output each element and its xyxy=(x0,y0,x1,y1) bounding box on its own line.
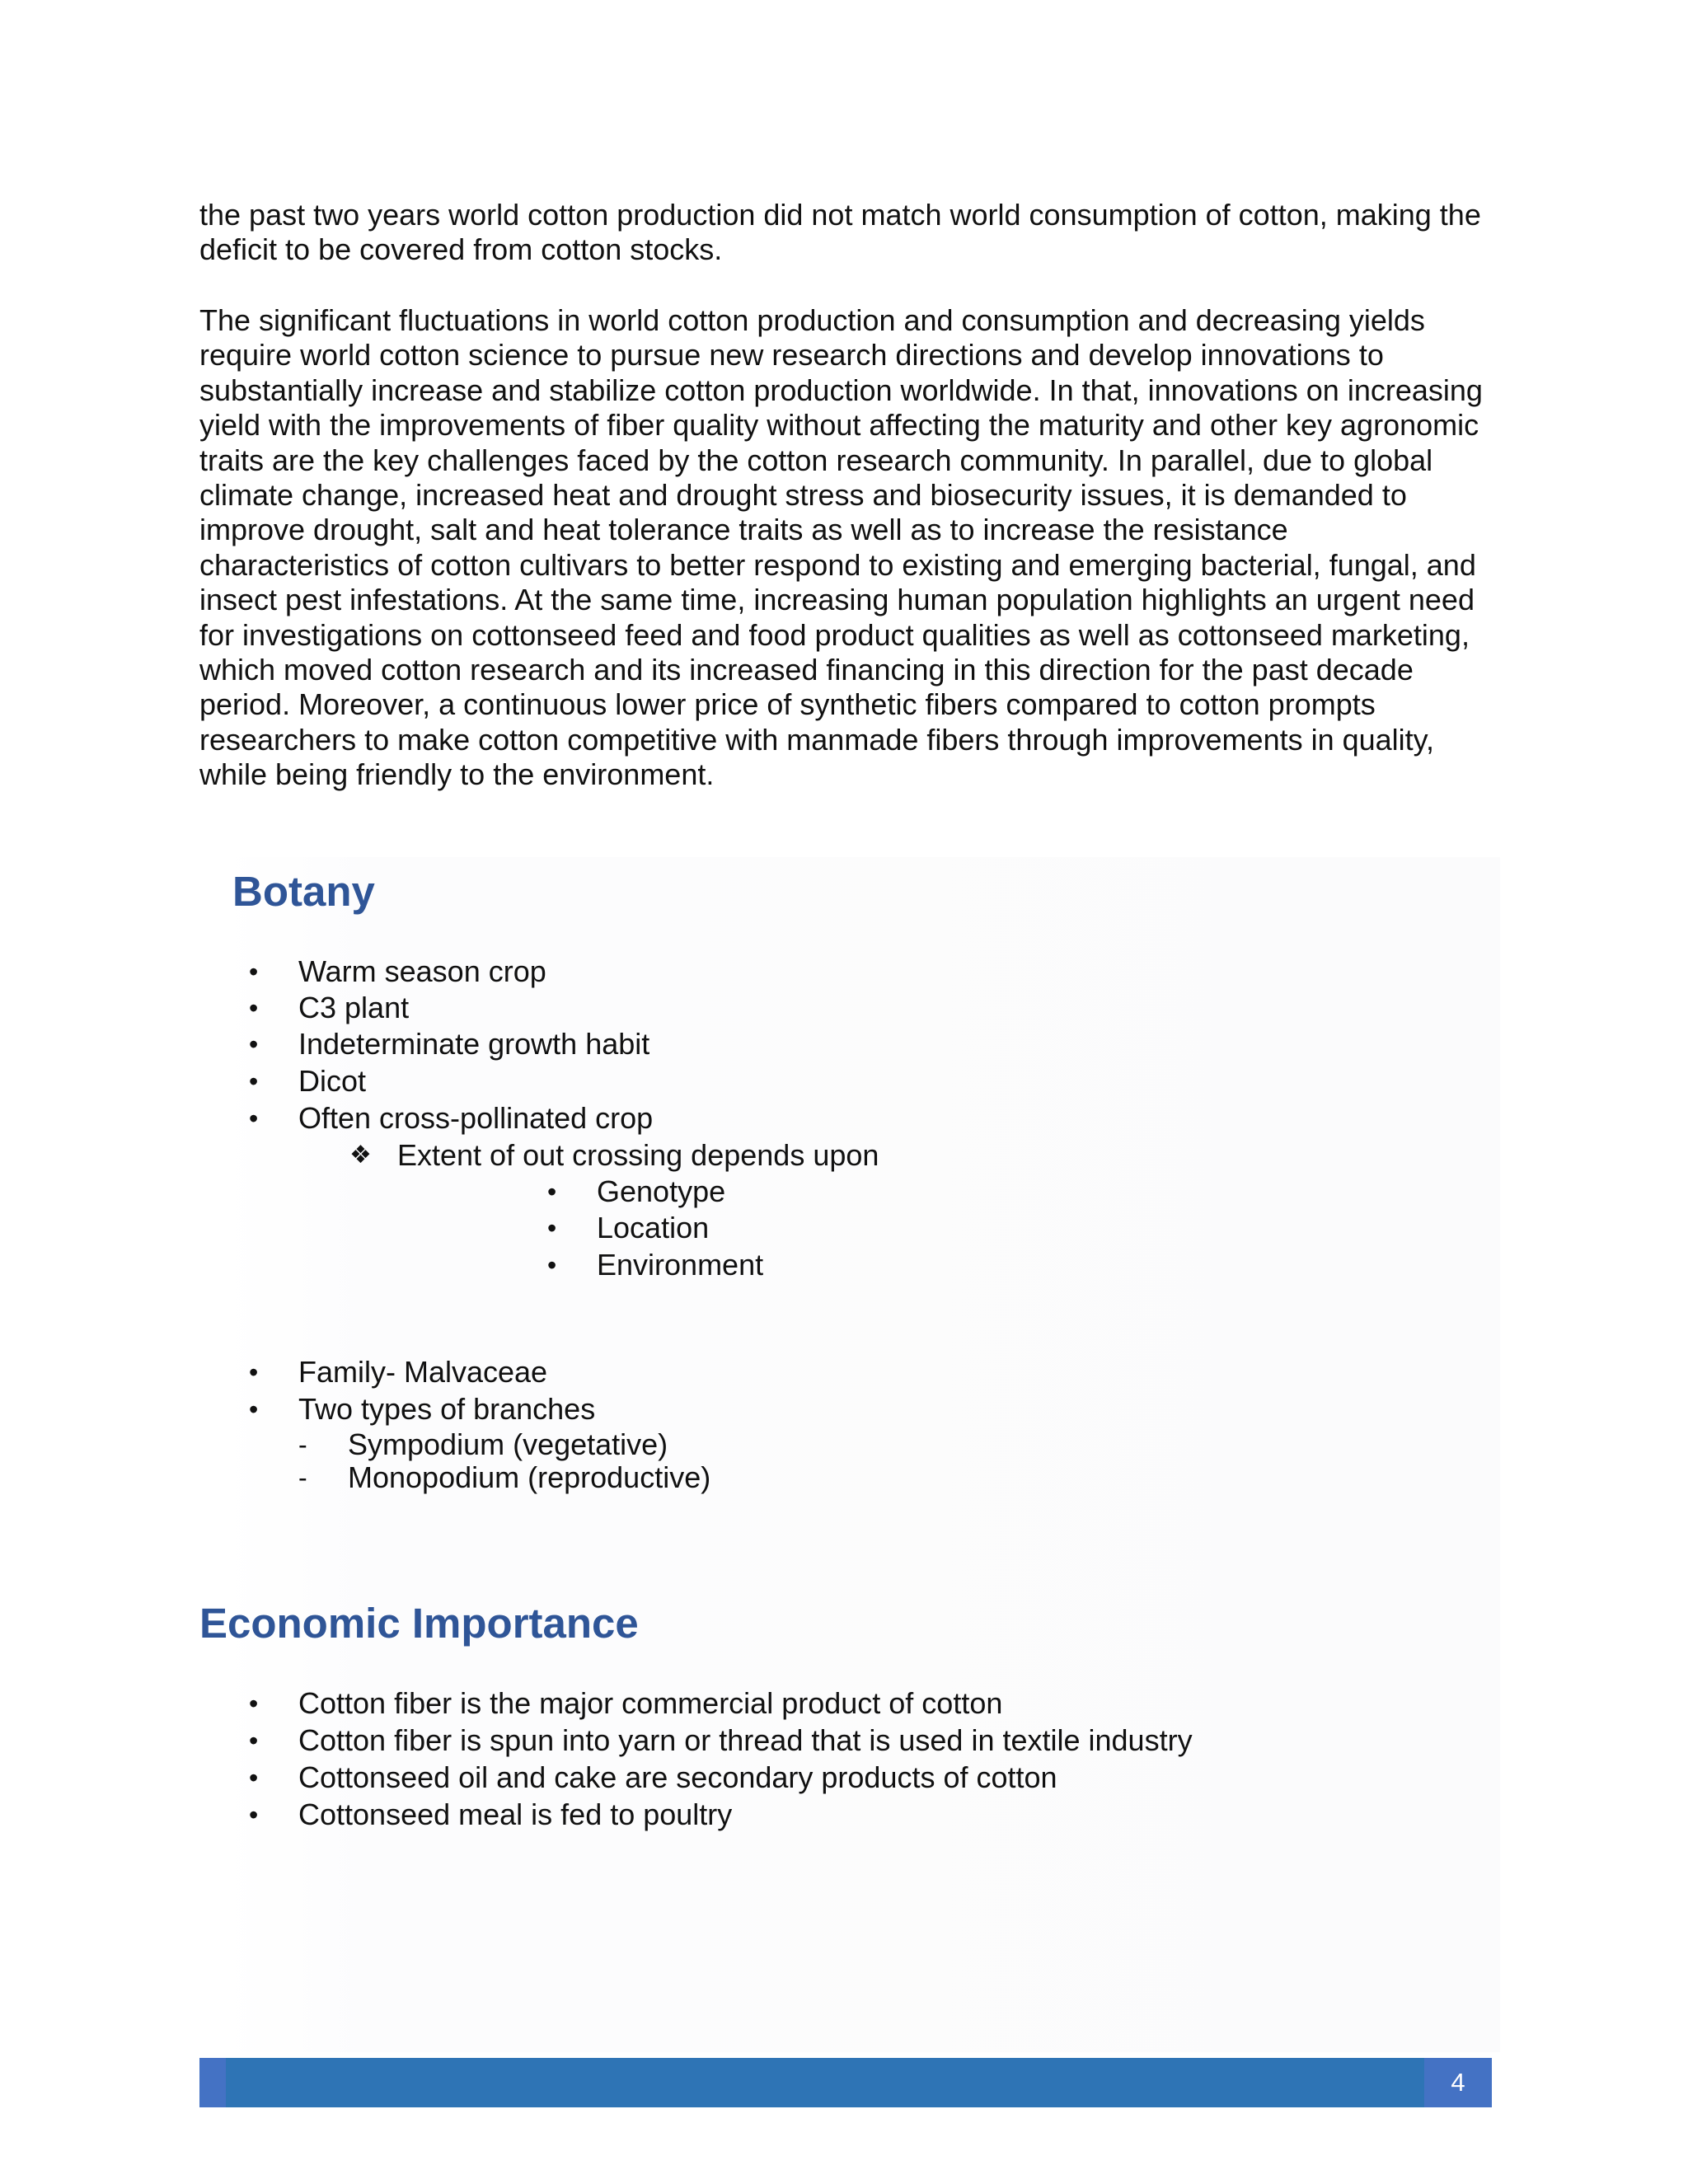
sub-sub-list-item: Location xyxy=(597,1211,710,1244)
bullet-icon: • xyxy=(249,1800,259,1830)
bullet-icon: • xyxy=(249,1394,259,1424)
economic-importance-heading: Economic Importance xyxy=(199,1600,639,1647)
list-item: Cottonseed meal is fed to poultry xyxy=(298,1797,733,1831)
list-item: Two types of branches xyxy=(298,1392,596,1426)
branch-item: Monopodium (reproductive) xyxy=(348,1460,711,1494)
footer-bar xyxy=(199,2058,1492,2107)
dash-bullet: - xyxy=(298,1463,307,1493)
list-item: Often cross-pollinated crop xyxy=(298,1101,654,1135)
paragraph-main: The significant fluctuations in world cotton production and consumption and decreasing yields require world cotton science to pursue new research directions and develop innovations to substantially increase and stabilize cotton production worldwide. In that, innovations on increasing yield with the improvements of fiber quality without affecting the maturity and other key agronomic traits are the key challenges faced by the cotton research community. In parallel, due to global climate change, increased heat and drought stress and biosecurity issues, it is demanded to improve drought, salt and heat tolerance traits as well as to increase the resistance characteristics of cotton cultivars to better respond to existing and emerging bacterial, fungal, and insect pest infestations. At the same time, increasing human population highlights an urgent need for investigations on cottonseed feed and food product qualities as well as cottonseed marketing, which moved cotton research and its increased financing in this direction for the past decade period. Moreover, a continuous lower price of synthetic fibers compared to cotton prompts researchers to make cotton competitive with manmade fibers through improvements in quality, while being friendly to the environment. xyxy=(199,303,1483,792)
list-item: Warm season crop xyxy=(298,954,546,988)
bullet-icon: • xyxy=(547,1177,557,1207)
list-item: Indeterminate growth habit xyxy=(298,1027,650,1061)
bullet-icon: • xyxy=(249,1726,259,1755)
sub-list-item: Extent of out crossing depends upon xyxy=(397,1138,879,1172)
bullet-icon: • xyxy=(547,1213,557,1243)
branch-item: Sympodium (vegetative) xyxy=(348,1427,668,1461)
list-item: Cotton fiber is the major commercial product of cotton xyxy=(298,1686,1003,1720)
sub-sub-list-item: Genotype xyxy=(597,1174,726,1208)
bullet-icon: • xyxy=(547,1250,557,1280)
sub-sub-list-item: Environment xyxy=(597,1248,764,1282)
bullet-icon: • xyxy=(249,1029,259,1059)
list-item: Cottonseed oil and cake are secondary products of cotton xyxy=(298,1760,1057,1794)
bullet-icon: • xyxy=(249,957,259,987)
bullet-icon: • xyxy=(249,1689,259,1718)
list-item: Dicot xyxy=(298,1064,367,1098)
footer-accent-left xyxy=(199,2058,226,2107)
botany-heading: Botany xyxy=(232,868,375,915)
paragraph-intro: the past two years world cotton production did not match world consumption of cotton, making the deficit to be covered from cotton stocks. xyxy=(199,198,1481,267)
diamond-bullet-icon: ❖ xyxy=(349,1141,372,1169)
bullet-icon: • xyxy=(249,1763,259,1793)
list-item: Family- Malvaceae xyxy=(298,1355,548,1389)
list-item: Cotton fiber is spun into yarn or thread that is used in textile industry xyxy=(298,1723,1193,1757)
bullet-icon: • xyxy=(249,1357,259,1387)
bullet-icon: • xyxy=(249,1066,259,1096)
list-item: C3 plant xyxy=(298,991,410,1024)
dash-bullet: - xyxy=(298,1430,307,1460)
page-number: 4 xyxy=(1451,2068,1465,2097)
bullet-icon: • xyxy=(249,1104,259,1133)
bullet-icon: • xyxy=(249,993,259,1023)
